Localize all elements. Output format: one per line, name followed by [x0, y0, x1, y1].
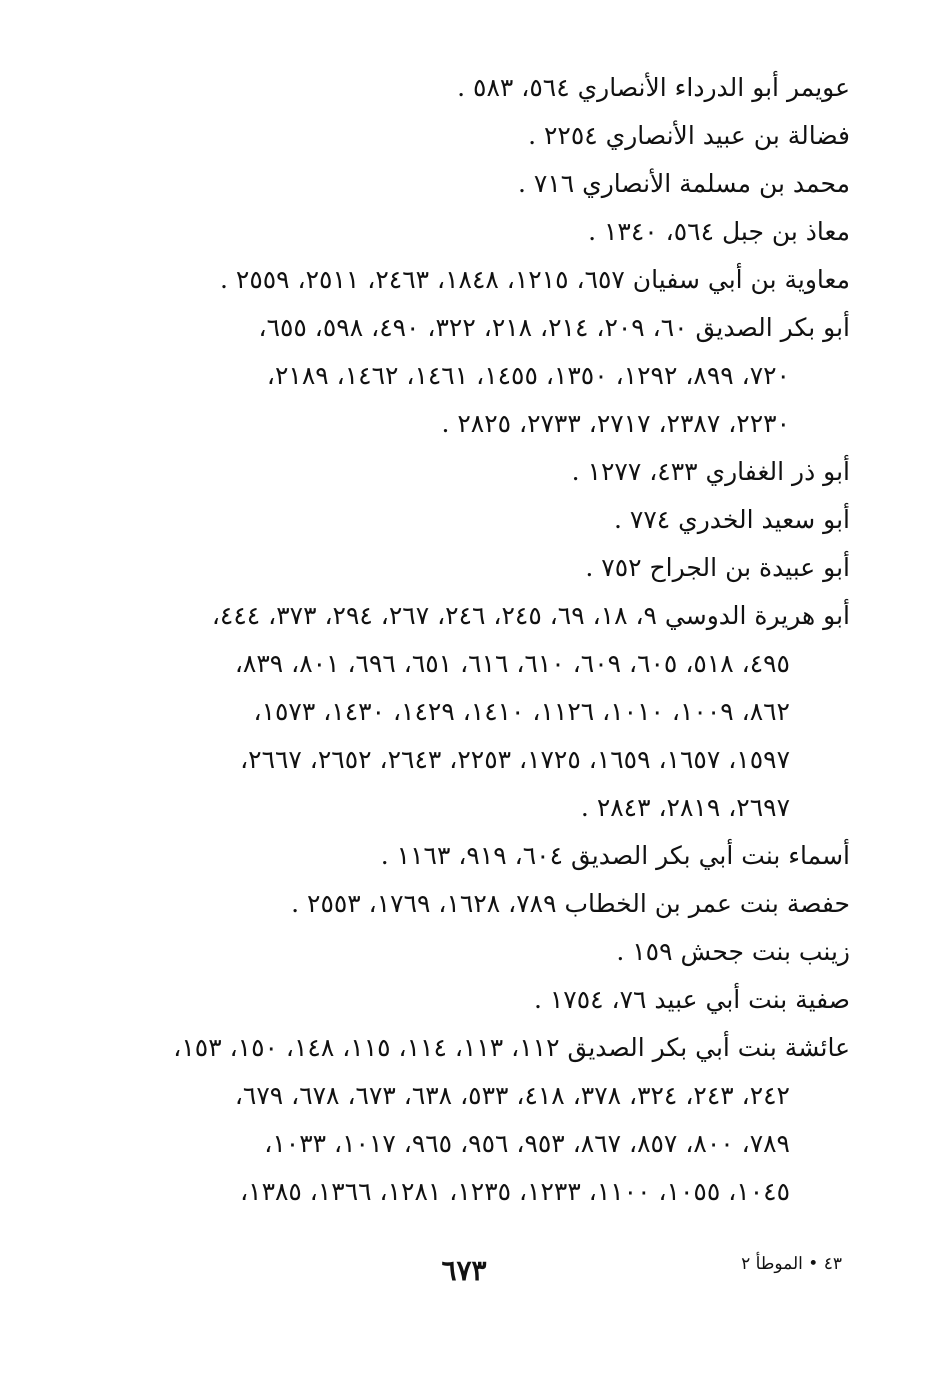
index-entry: أبو سعيد الخدري ٧٧٤ . [613, 505, 850, 534]
index-continuation-line: ٢٢٣٠، ٢٣٨٧، ٢٧١٧، ٢٧٣٣، ٢٨٢٥ . [441, 409, 790, 438]
index-entry: عائشة بنت أبي بكر الصديق ١١٢، ١١٣، ١١٤، ١١٥، ١٤٨، ١٥٠، ١٥٣، [173, 1033, 850, 1062]
index-list [140, 64, 850, 1216]
index-entry: صفية بنت أبي عبيد ٧٦، ١٧٥٤ . [533, 985, 850, 1014]
index-entry: أسماء بنت أبي بكر الصديق ٦٠٤، ٩١٩، ١١٦٣ . [380, 841, 850, 870]
index-continuation-line: ٢٦٩٧، ٢٨١٩، ٢٨٤٣ . [580, 793, 790, 822]
index-continuation-line: ١٥٩٧، ١٦٥٧، ١٦٥٩، ١٧٢٥، ٢٢٥٣، ٢٦٤٣، ٢٦٥٢، ٢٦٦٧، [240, 745, 790, 774]
index-entry: أبو هريرة الدوسي ٩، ١٨، ٦٩، ٢٤٥، ٢٤٦، ٢٦٧، ٢٩٤، ٣٧٣، ٤٤٤، [211, 601, 850, 630]
index-entry: فضالة بن عبيد الأنصاري ٢٢٥٤ . [528, 121, 850, 150]
index-continuation-line: ٢٤٢، ٢٤٣، ٣٢٤، ٣٧٨، ٤١٨، ٥٣٣، ٦٣٨، ٦٧٣، ٦٧٨، ٦٧٩، [234, 1081, 790, 1110]
index-entry: عويمر أبو الدرداء الأنصاري ٥٦٤، ٥٨٣ . [457, 73, 850, 102]
index-entry: أبو ذر الغفاري ٤٣٣، ١٢٧٧ . [571, 457, 850, 486]
index-continuation-line: ٧٢٠، ٨٩٩، ١٢٩٢، ١٣٥٠، ١٤٥٥، ١٤٦١، ١٤٦٢، ٢١٨٩، [266, 361, 790, 390]
index-continuation-line: ٧٨٩، ٨٠٠، ٨٥٧، ٨٦٧، ٩٥٣، ٩٥٦، ٩٦٥، ١٠١٧، ١٠٣٣، [264, 1129, 790, 1158]
index-entry: حفصة بنت عمر بن الخطاب ٧٨٩، ١٦٢٨، ١٧٦٩، ٢٥٥٣ . [291, 889, 850, 918]
index-continuation-line: ٨٦٢، ١٠٠٩، ١٠١٠، ١١٢٦، ١٤١٠، ١٤٢٩، ١٤٣٠، ١٥٧٣، [253, 697, 790, 726]
index-entry: أبو عبيدة بن الجراح ٧٥٢ . [585, 553, 850, 582]
index-entry: معاذ بن جبل ٥٦٤، ١٣٤٠ . [588, 217, 850, 246]
index-entry: محمد بن مسلمة الأنصاري ٧١٦ . [517, 169, 850, 198]
index-continuation-line: ١٠٤٥، ١٠٥٥، ١١٠٠، ١٢٣٣، ١٢٣٥، ١٢٨١، ١٣٦٦، ١٣٨٥، [240, 1177, 790, 1206]
page-number: ٦٧٣ [441, 1254, 487, 1287]
index-continuation-line: ٤٩٥، ٥١٨، ٦٠٥، ٦٠٩، ٦١٠، ٦١٦، ٦٥١، ٦٩٦، ٨٠١، ٨٣٩، [234, 649, 790, 678]
index-entry: أبو بكر الصديق ٦٠، ٢٠٩، ٢١٤، ٢١٨، ٣٢٢، ٤٩٠، ٥٩٨، ٦٥٥، [258, 313, 850, 342]
index-entry: زينب بنت جحش ١٥٩ . [616, 937, 850, 966]
footer-signature: ٤٣ • الموطأ ٢ [741, 1254, 842, 1274]
index-entry: معاوية بن أبي سفيان ٦٥٧، ١٢١٥، ١٨٤٨، ٢٤٦٣، ٢٥١١، ٢٥٥٩ . [219, 265, 850, 294]
